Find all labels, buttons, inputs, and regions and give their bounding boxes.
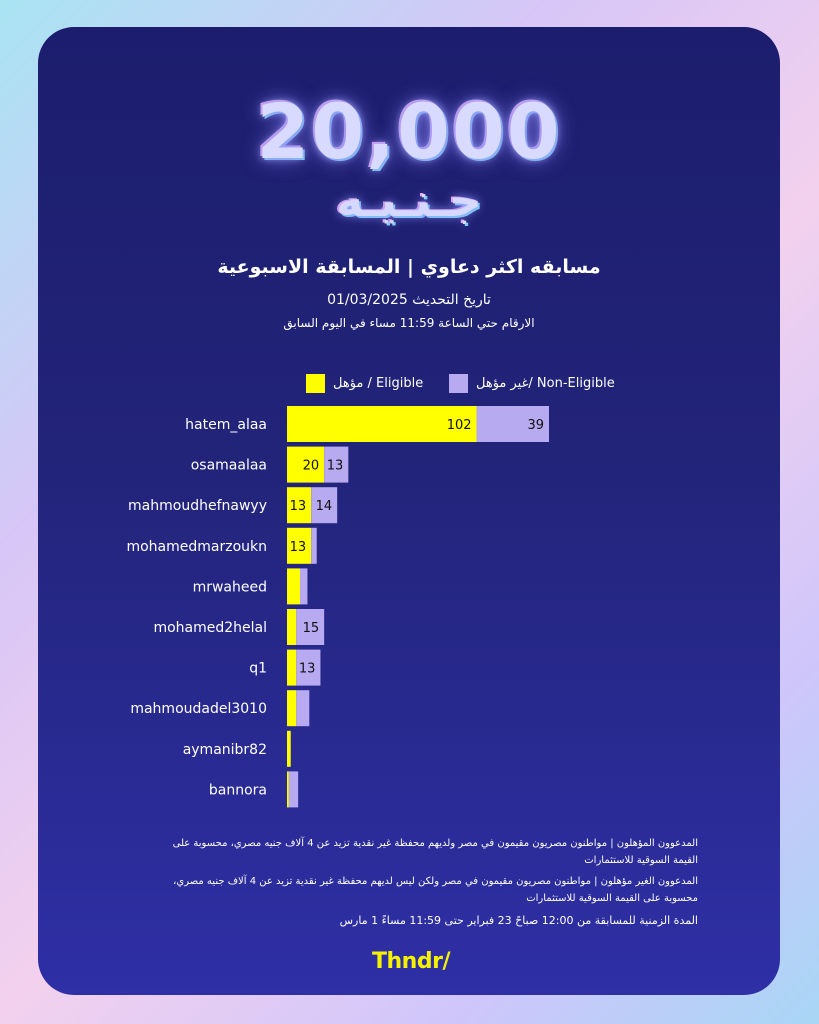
competition-period: المدة الزمنية للمسابقة من 12:00 صباحً 23 فبراير حتى 11:59 مساءً 1 مارس <box>339 914 698 927</box>
bar-eligible <box>287 731 291 767</box>
bar-value-label: 15 <box>302 621 320 636</box>
legend-label-non-eligible: غير مؤهل/ Non-Eligible <box>476 375 615 391</box>
category-label: mrwaheed <box>192 579 267 596</box>
bar-value-label: 20 <box>302 458 320 474</box>
bar-value-label: 13 <box>326 458 344 474</box>
category-label: q1 <box>249 660 267 677</box>
bar-non-eligible <box>311 528 317 564</box>
category-label: mahmoudadel3010 <box>130 701 267 718</box>
prize-currency-word: جـنـيـه <box>336 173 482 227</box>
category-label: mahmoudhefnawyy <box>128 498 267 515</box>
update-date: تاريخ التحديث 01/03/2025 <box>327 292 491 308</box>
bar-value-label: 102 <box>446 418 472 433</box>
bar-value-label: 13 <box>298 661 316 677</box>
legend-label-eligible: مؤهل / Eligible <box>333 375 424 391</box>
bar-value-label: 13 <box>289 499 307 515</box>
bar-non-eligible <box>289 771 298 807</box>
infographic-card <box>38 27 780 995</box>
bar-non-eligible <box>296 690 309 726</box>
bar-eligible <box>287 609 296 645</box>
bar-eligible <box>287 568 300 604</box>
bar-value-label: 39 <box>527 418 544 433</box>
category-label: aymanibr82 <box>182 741 267 758</box>
bar-eligible <box>287 650 296 686</box>
non-eligible-definition: المدعوون الغير مؤهلون | مواطنون مصريون مقيمون في مصر ولكن ليس لديهم محفظة غير نقدية تزيد عن 4 آلاف جنيه مصري، محسوبة على القيمة السوقية للاستثمارات <box>173 876 698 904</box>
category-label: mohamedmarzoukn <box>126 538 267 555</box>
bar-value-label: 13 <box>289 539 307 555</box>
category-label: hatem_alaa <box>185 417 267 433</box>
bar-value-label: 14 <box>315 499 333 515</box>
bar-chart <box>38 27 780 827</box>
category-label: bannora <box>208 782 267 799</box>
thndr-logo: Thndr/ <box>372 949 450 974</box>
bar-non-eligible <box>300 568 307 604</box>
bar-eligible <box>287 771 289 807</box>
cutoff-note: الارقام حتي الساعة 11:59 مساء في اليوم السابق <box>283 316 535 330</box>
category-label: mohamed2helal <box>153 620 267 636</box>
page-title: مسابقه اكثر دعاوي | المسابقة الاسبوعية <box>217 256 601 278</box>
prize-amount: 20,000 <box>256 87 562 176</box>
bar-eligible <box>287 690 296 726</box>
eligible-definition: المدعوون المؤهلون | مواطنون مصريون مقيمون في مصر ولديهم محفظة غير نقدية تزيد عن 4 آلاف جنيه مصري، محسوبة على القيمة السوقية للاستثمارات <box>172 838 698 866</box>
category-label: osamaalaa <box>190 457 267 474</box>
